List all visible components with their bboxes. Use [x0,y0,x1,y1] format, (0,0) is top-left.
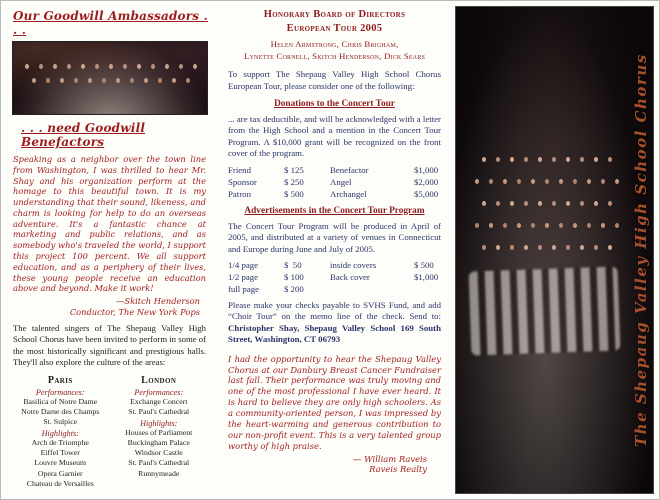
list-item: Eiffel Tower [40,448,80,458]
ad-rate-amount [414,284,454,294]
goodwill-benefactors-heading: . . . need Goodwill Benefactors [21,121,146,149]
list-item: Basilica of Notre Dame [23,396,98,406]
donation-levels-table [228,165,454,199]
front-row-decoration [469,266,621,355]
attribution-name: — William Raveis [353,453,427,464]
list-item: St. Sulpice [43,417,78,427]
ad-rate-amount: $ 100 [284,271,304,282]
attribution-title: Raveis Realty [369,464,427,475]
donation-level-amount: $ 500 [284,188,304,199]
chorus-group-photo [12,41,208,115]
testimonial-attribution [11,296,200,317]
board-names-line1: Helen Armstrong, Chris Brigham, [270,39,399,50]
checks-instructions [228,300,441,346]
advertisements-description: The Concert Tour Program will be produced in April of 2005, and distributed at a variety of venues in Connecticut and Europe during June and July of 2005. [228,220,441,254]
ad-size-label [330,284,406,294]
mailing-address-line1: Christopher Shay, Shepaug Valley School [228,322,396,333]
donations-heading: Donations to the Concert Tour [274,98,395,109]
paris-highlights-label: Highlights: [41,429,79,439]
list-item: St. Paul's Cathedral [128,458,190,468]
ad-rate-amount: $1,000 [414,271,439,282]
city-lists [11,375,208,489]
support-intro-text: To support The Shepaug Valley High School Chorus European Tour, please consider one of the following: [228,69,441,91]
london-heading: London [141,374,177,386]
london-performances-label: Performances: [134,387,184,397]
attribution-title: Conductor, The New York Pops [69,306,200,317]
skitch-henderson-testimonial: Speaking as a neighbor over the town line from Washington, I was thrilled to hear Mr. Shay and his organization perform at the homage to this beautiful town. It is my understanding that their sound, likeness, and charm is looking for help to do an overseas adventure. It's a fantastic chance at marketing and public relations, and as somebody who's traveled the world, I support this project 100 percent. We all support education, and as a periphery of their lives, these young people receive an education above and beyond. Make it work! [13,154,206,294]
paris-column [11,375,110,489]
board-member-names [228,39,441,62]
ad-rate-amount: $ 50 [284,259,302,270]
donation-level-amount: $ 125 [284,164,304,175]
tour-intro-text: The talented singers of The Shepaug Valley High School Chorus have been invited to perform in some of the most historically significant and prestigious halls. They'll also explore the culture of the areas: [13,322,206,368]
cover-chorus-photo [455,6,654,494]
board-heading-line1: Honorary Board of Directors [263,9,406,20]
donation-level-amount: $5,000 [414,188,439,199]
ad-rate-amount: $ 200 [284,283,304,294]
goodwill-ambassadors-heading: Our Goodwill Ambassadors . . . [13,9,208,37]
list-item: Notre Dame des Champs [21,406,100,416]
list-item: Arch de Triomphe [31,438,89,448]
donation-level-label: Benefactor [330,164,369,175]
donation-level-amount: $2,000 [414,176,439,187]
ad-size-label: 1/2 page [228,271,259,282]
donation-level-label: Archangel [330,188,367,199]
list-item: Opera Garnier [37,468,83,478]
ad-size-label: Back cover [330,271,370,282]
ad-size-label: full page [228,283,260,294]
honorary-board-heading [228,8,441,35]
attribution-name: —Skitch Henderson [116,296,200,307]
ad-rates-table [228,260,454,294]
mailing-address-line2: 169 South Street, Washington, CT 06793 [228,322,442,345]
list-item: St. Paul's Cathedral [128,406,190,416]
paris-heading: Paris [47,374,73,386]
london-highlights-label: Highlights: [140,419,178,429]
advertisements-heading: Advertisements in the Concert Tour Program [244,205,425,216]
donation-level-label: Angel [330,176,352,187]
list-item: Chateau de Versailles [26,478,94,488]
london-column [110,375,209,489]
raveis-attribution [228,454,427,475]
donation-level-label: Sponsor [228,176,257,187]
checks-text: Please make your checks payable to SVHS Fund, and add “Choir Tour” on the memo line of the check. Send to: [228,299,441,322]
right-panel-cover [453,1,659,499]
list-item: Runnymeade [138,468,180,478]
list-item: Houses of Parliament [125,428,193,438]
donation-level-amount: $ 250 [284,176,304,187]
ad-rate-amount: $ 500 [414,259,434,270]
donation-level-label: Friend [228,164,251,175]
middle-panel [214,1,453,499]
cover-title-vertical: The Shepaug Valley High School Chorus [632,53,650,447]
ad-size-label: 1/4 page [228,259,259,270]
list-item: Windsor Castle [134,448,183,458]
donation-level-amount: $1,000 [414,164,439,175]
board-heading-line2: European Tour 2005 [286,22,383,34]
list-item: Exchange Concert [130,396,188,406]
cover-faces-decoration [482,157,486,162]
raveis-testimonial: I had the opportunity to hear the Shepaug Valley Chorus at our Danbury Breast Cancer Fundraiser last fall. Their performance was truly moving and one of the most professional I have ever heard. It is hard to believe they are only high schoolers. As a community-oriented person, I was impressed by the heart-warming and generous contribution to our non-profit event. This is a very talented group worthy of high praise. [228,353,441,451]
list-item: Buckingham Palace [127,438,190,448]
left-panel [1,1,214,499]
board-names-line2: Lynette Cornell, Skitch Henderson, Dick Sears [243,50,426,61]
list-item: Louvre Museum [34,458,87,468]
ad-size-label: inside covers [330,259,377,270]
chorus-faces-decoration [25,64,29,69]
paris-performances-label: Performances: [35,387,85,397]
donations-description: ... are tax deductible, and will be acknowledged with a letter from the High School and a mention in the Concert Tour Program. A $10,000 grant will be recognized on the front cover of the program. [228,113,441,159]
donation-level-label: Patron [228,188,251,199]
